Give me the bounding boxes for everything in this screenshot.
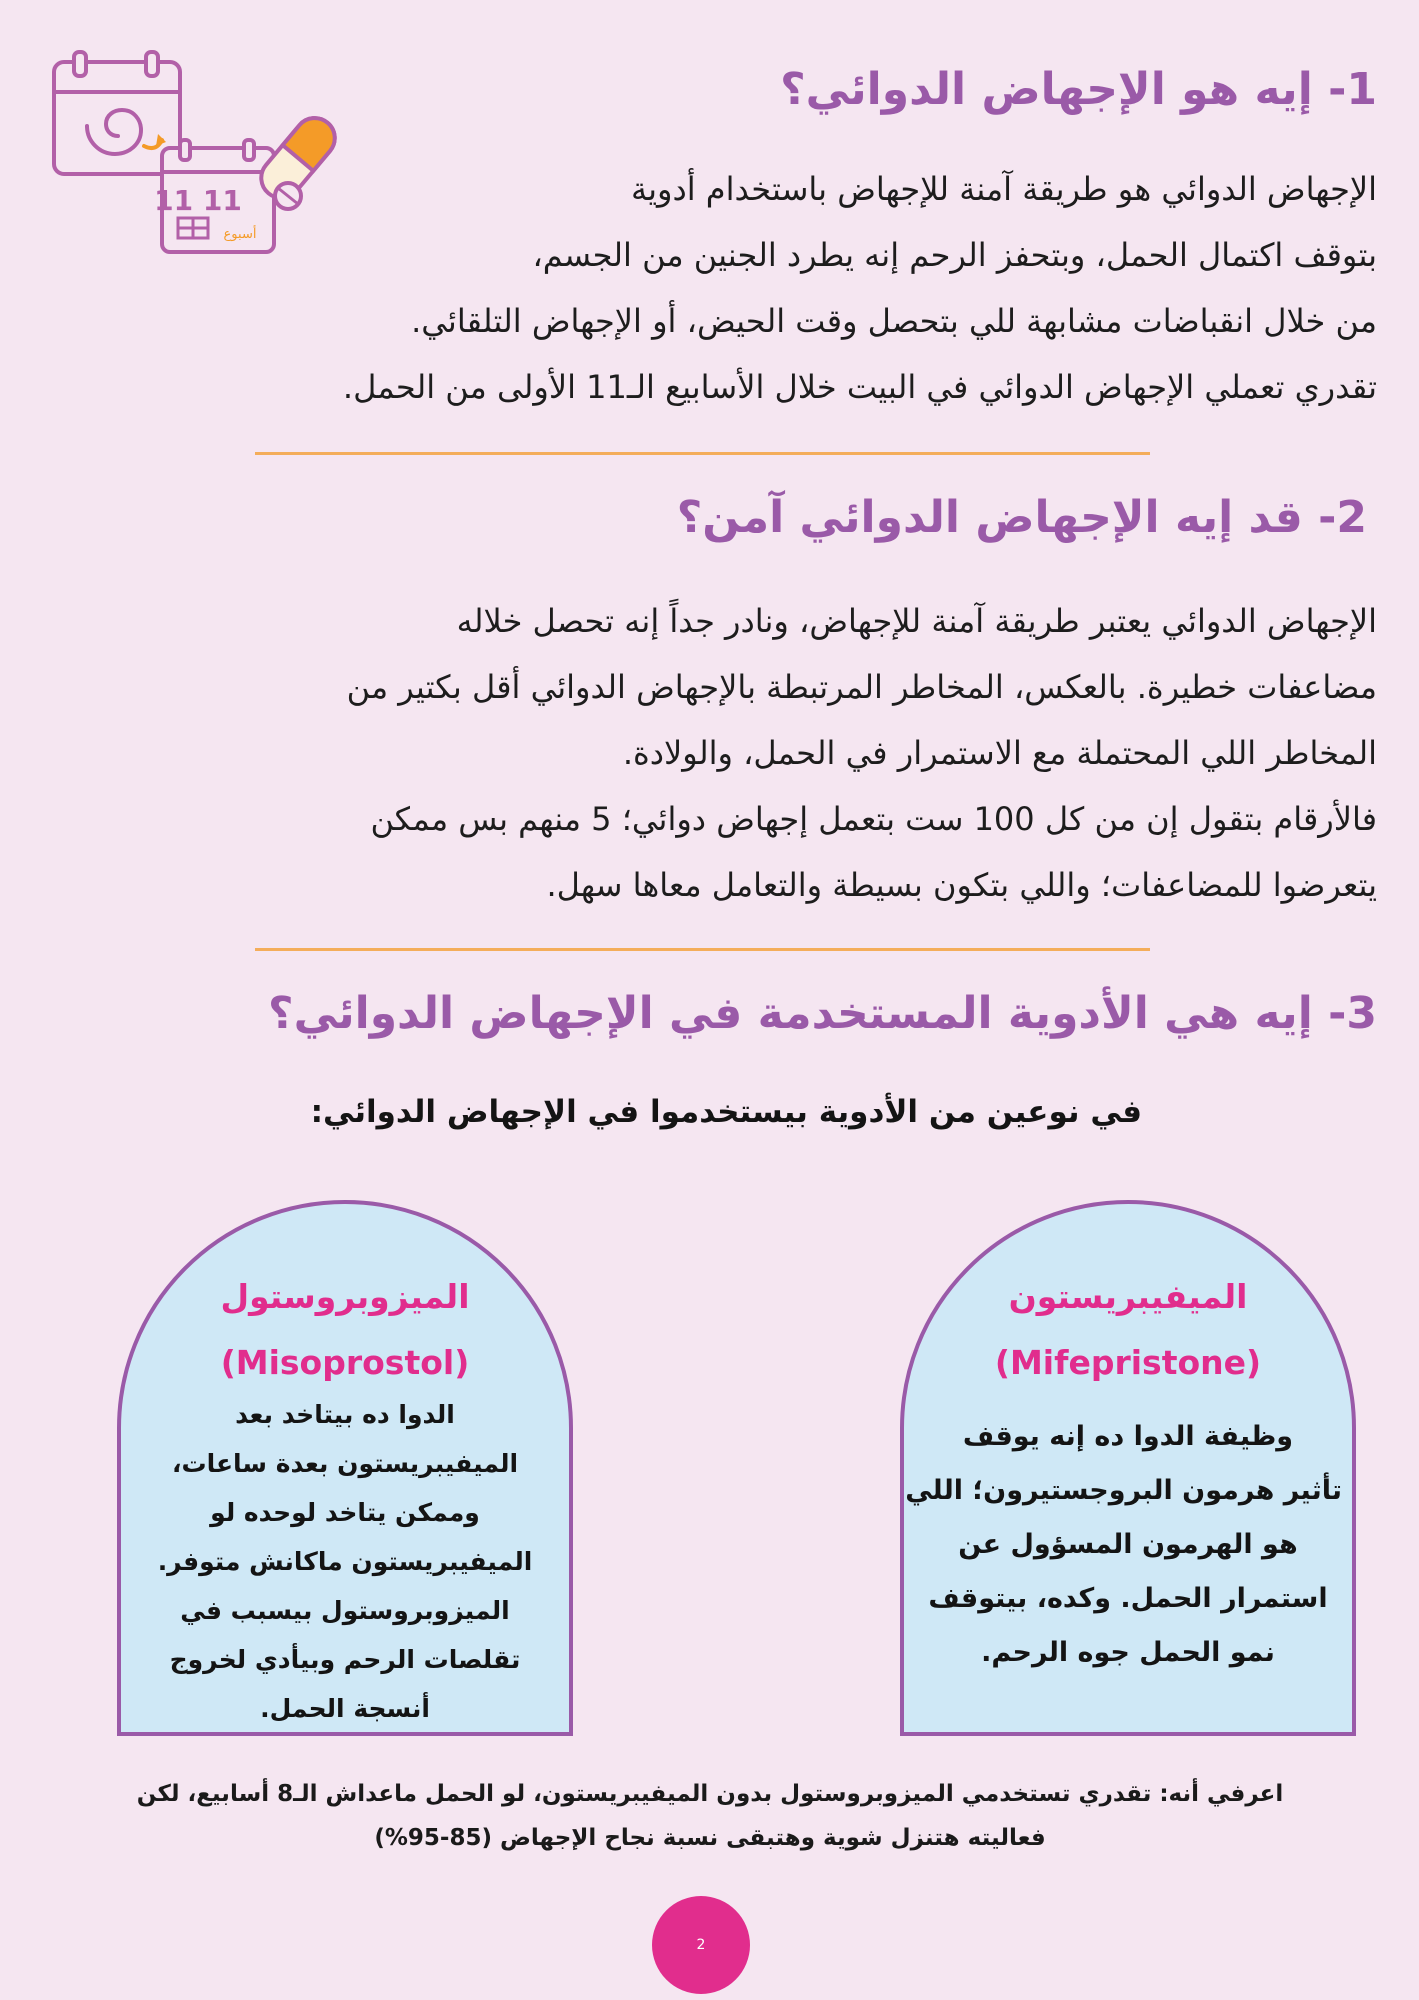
misoprostol-name-en: (Misoprostol) bbox=[220, 1343, 470, 1382]
misoprostol-line: تقلصات الرحم وبيأدي لخروج bbox=[169, 1645, 521, 1674]
section1-heading: 1- إيه هو الإجهاض الدوائي؟ bbox=[780, 64, 1377, 115]
mifepristone-line: وظيفة الدوا ده إنه يوقف bbox=[962, 1421, 1294, 1452]
section2-line: مضاعفات خطيرة. بالعكس، المخاطر المرتبطة بالإجهاض الدوائي أقل بكتير من bbox=[346, 668, 1377, 706]
mifepristone-name-en: (Mifepristone) bbox=[994, 1343, 1262, 1382]
section1-line: تقدري تعملي الإجهاض الدوائي في البيت خلال الأسابيع الـ11 الأولى من الحمل. bbox=[342, 368, 1377, 406]
mifepristone-line: استمرار الحمل. وكده، بيتوقف bbox=[928, 1583, 1328, 1614]
note-line: فعاليته هتنزل شوية وهتبقى نسبة نجاح الإجهاض (85-95%) bbox=[374, 1825, 1046, 1851]
mifepristone-name-ar: الميفيبريستون bbox=[1008, 1277, 1248, 1316]
misoprostol-card bbox=[117, 1200, 573, 1736]
mifepristone-card bbox=[900, 1200, 1356, 1736]
note-text bbox=[80, 1772, 1340, 1860]
section3-heading: 3- إيه هي الأدوية المستخدمة في الإجهاض الدوائي؟ bbox=[268, 988, 1377, 1039]
misoprostol-line: الميفيبريستون بعدة ساعات، bbox=[171, 1449, 519, 1478]
medication-calendar-illustration bbox=[48, 50, 348, 262]
tablet-icon bbox=[275, 183, 301, 209]
misoprostol-name-ar: الميزوبروستول bbox=[220, 1277, 470, 1316]
section2-text bbox=[347, 588, 1377, 918]
section-divider bbox=[255, 452, 1150, 455]
calendar-week-label: أسبوع bbox=[223, 227, 257, 242]
calendar-numbers: 11 11 bbox=[154, 184, 242, 217]
misoprostol-line: وممكن يتاخد لوحده لو bbox=[210, 1498, 480, 1527]
misoprostol-line: الدوا ده بيتاخد بعد bbox=[235, 1400, 455, 1429]
section2-line: فالأرقام بتقول إن من كل 100 ست بتعمل إجهاض دوائي؛ 5 منهم بس ممكن bbox=[370, 800, 1377, 838]
mifepristone-line: نمو الحمل جوه الرحم. bbox=[981, 1637, 1275, 1668]
mifepristone-description bbox=[905, 1410, 1342, 1680]
section1-line: الإجهاض الدوائي هو طريقة آمنة للإجهاض باستخدام أدوية bbox=[630, 170, 1377, 208]
mifepristone-line: هو الهرمون المسؤول عن bbox=[958, 1529, 1298, 1560]
section2-line: الإجهاض الدوائي يعتبر طريقة آمنة للإجهاض، ونادر جداً إنه تحصل خلاله bbox=[456, 602, 1377, 640]
mifepristone-line: تأثير هرمون البروجستيرون؛ اللي bbox=[905, 1475, 1342, 1506]
misoprostol-description bbox=[131, 1390, 559, 1733]
section1-line: بتوقف اكتمال الحمل، وبتحفز الرحم إنه يطرد الجنين من الجسم، bbox=[532, 236, 1377, 274]
section-divider bbox=[255, 948, 1150, 951]
misoprostol-line: الميفيبريستون ماكانش متوفر. bbox=[157, 1547, 533, 1576]
section2-heading: 2- قد إيه الإجهاض الدوائي آمن؟ bbox=[676, 492, 1367, 543]
section1-line: من خلال انقباضات مشابهة للي بتحصل وقت الحيض، أو الإجهاض التلقائي. bbox=[411, 302, 1377, 340]
misoprostol-line: أنسجة الحمل. bbox=[260, 1694, 430, 1723]
section3-subheading: في نوعين من الأدوية بيستخدموا في الإجهاض الدوائي: bbox=[310, 1094, 1142, 1130]
section2-line: المخاطر اللي المحتملة مع الاستمرار في الحمل، والولادة. bbox=[622, 734, 1377, 772]
note-line: اعرفي أنه: تقدري تستخدمي الميزوبروستول بدون الميفيبريستون، لو الحمل ماعداش الـ8 أسابيع، لكن bbox=[136, 1781, 1284, 1807]
section2-line: يتعرضوا للمضاعفات؛ واللي بتكون بسيطة والتعامل معاها سهل. bbox=[546, 866, 1377, 904]
misoprostol-line: الميزوبروستول بيسبب في bbox=[180, 1596, 510, 1625]
page-number-badge: 2 bbox=[652, 1896, 750, 1994]
section1-text bbox=[343, 156, 1377, 420]
